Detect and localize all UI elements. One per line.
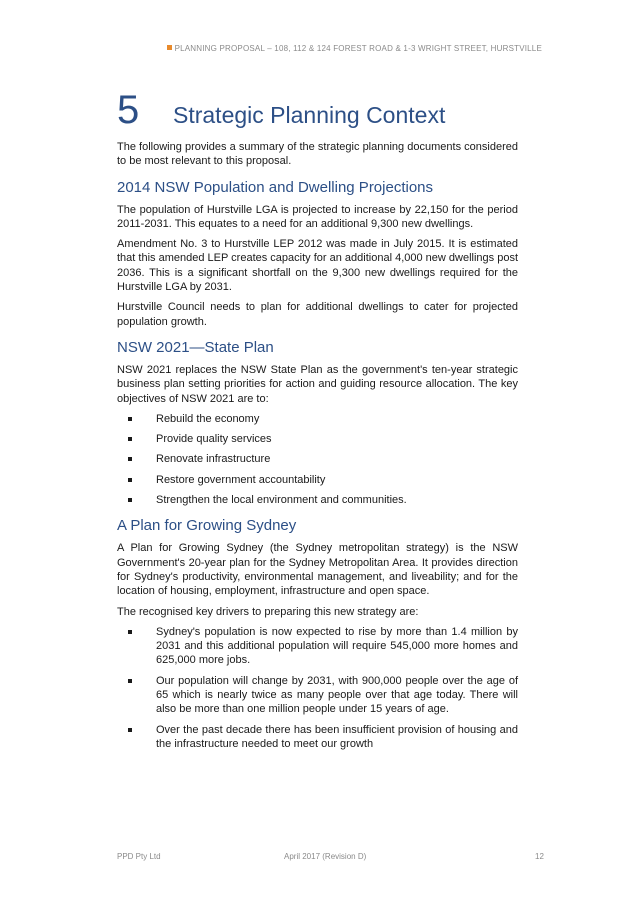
list-item: [117, 674, 518, 717]
paragraph: The population of Hurstville LGA is projected to increase by 22,150 for the period 2011-2031. This equates to a need for an additional 9,300 new dwellings.: [117, 203, 518, 230]
list-item-text: Strengthen the local environment and communities.: [156, 494, 407, 507]
chapter-title: Strategic Planning Context: [173, 102, 446, 128]
list-item-text: Rebuild the economy: [156, 412, 260, 425]
paragraph: Hurstville Council needs to plan for additional dwellings to cater for projected population growth.: [117, 301, 518, 328]
section-heading-population: 2014 NSW Population and Dwelling Projections: [117, 178, 434, 196]
list-item: [117, 432, 518, 446]
chapter-number: 5: [117, 88, 140, 132]
footer-date: April 2017 (Revision D): [284, 852, 367, 861]
paragraph: A Plan for Growing Sydney (the Sydney metropolitan strategy) is the NSW Government's 20-year plan for the Sydney Metropolitan Area. It provides direction for Sydney's productivity, environmental management, and liveability; and for the location of housing, employment, infrastructure and open space.: [117, 542, 518, 598]
bullet-icon: [128, 417, 132, 421]
list-item: [117, 723, 518, 752]
section-heading-state-plan: NSW 2021—State Plan: [117, 338, 274, 356]
bullet-icon: [128, 679, 132, 683]
list-item-text: Our population will change by 2031, with 900,000 people over the age of 65 which is nearly twice as many people over that age today. There will also be more than one million people under 15 years of age.: [156, 674, 518, 716]
objectives-list: [117, 412, 518, 507]
section-heading-growing-sydney: A Plan for Growing Sydney: [117, 517, 297, 535]
page-number: 12: [535, 852, 544, 861]
list-item-text: Sydney's population is now expected to rise by more than 1.4 million by 2031 and this additional population will require 545,000 more homes and 625,000 more jobs.: [156, 625, 518, 667]
list-item-text: Renovate infrastructure: [156, 453, 271, 466]
list-item: [117, 473, 518, 487]
key-drivers-list: [117, 625, 518, 751]
running-header: [167, 44, 542, 53]
bullet-icon: [128, 457, 132, 461]
list-item: [117, 412, 518, 426]
list-item: [117, 625, 518, 668]
paragraph: Amendment No. 3 to Hurstville LEP 2012 was made in July 2015. It is estimated that this amended LEP creates capacity for an additional 4,000 new dwellings post 2036. This is a significant shortfall on the 9,300 new dwellings required for the Hurstville LGA by 2031.: [117, 238, 518, 294]
bullet-icon: [128, 728, 132, 732]
bullet-icon: [128, 478, 132, 482]
running-header-text: PLANNING PROPOSAL – 108, 112 & 124 FOREST ROAD & 1-3 WRIGHT STREET, HURSTVILLE: [174, 44, 542, 53]
page-content: [117, 90, 518, 757]
list-item: [117, 493, 518, 507]
orange-square-icon: [167, 45, 172, 50]
list-item-text: Restore government accountability: [156, 473, 326, 486]
paragraph: The recognised key drivers to preparing this new strategy are:: [117, 605, 419, 618]
paragraph: NSW 2021 replaces the NSW State Plan as the government's ten-year strategic business plan setting priorities for action and guiding resource allocation. The key objectives of NSW 2021 are to:: [117, 363, 518, 405]
bullet-icon: [128, 437, 132, 441]
footer-company: PPD Pty Ltd: [117, 852, 161, 861]
chapter-heading: [117, 90, 518, 130]
bullet-icon: [128, 630, 132, 634]
bullet-icon: [128, 498, 132, 502]
list-item-text: Over the past decade there has been insufficient provision of housing and the infrastructure needed to meet our growth: [156, 723, 518, 750]
list-item: [117, 452, 518, 466]
intro-paragraph: The following provides a summary of the strategic planning documents considered to be most relevant to this proposal.: [117, 141, 518, 168]
list-item-text: Provide quality services: [156, 433, 272, 446]
